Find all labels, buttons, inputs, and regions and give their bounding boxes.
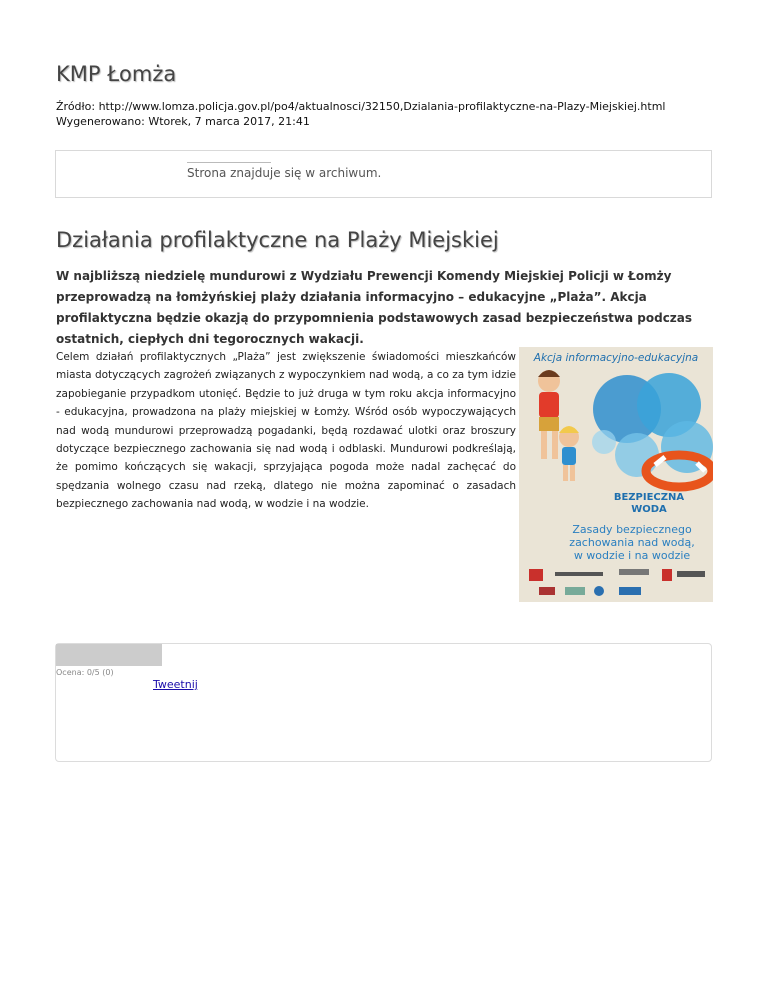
rating-stars[interactable] — [56, 644, 162, 666]
sponsor-logo — [619, 569, 649, 575]
generated-date: Wygenerowano: Wtorek, 7 marca 2017, 21:41 — [56, 115, 310, 128]
rating-text: Ocena: 0/5 (0) — [56, 668, 114, 677]
water-bubble — [592, 430, 616, 454]
tweet-link[interactable]: Tweetnij — [153, 678, 198, 691]
poster-badge-line1: BEZPIECZNA — [613, 492, 685, 503]
water-bubble — [615, 433, 659, 477]
print-meta — [56, 99, 666, 129]
poster-slogan-line2: zachowania nad wodą, — [569, 536, 695, 549]
archive-divider — [187, 162, 271, 163]
archive-notice-box — [55, 150, 712, 198]
poster-badge-line2: WODA — [631, 504, 667, 515]
poster-slogan-line3: w wodzie i na wodzie — [573, 549, 691, 562]
archive-notice: Strona znajduje się w archiwum. — [187, 166, 382, 180]
sponsor-logo — [677, 571, 705, 577]
article-lead: W najbliższą niedzielę mundurowi z Wydziału Prewencji Komendy Miejskiej Policji w Łomży przeprowadzą na łomżyńskiej plaży działania informacyjno – edukacyjne „Plaża”. Akcja profilaktyczna będzie okazją do przypomnienia podstawowych zasad bezpieczeństwa podczas ostatnich, ciepłych dni tegorocznych wakacji. — [56, 269, 693, 346]
sponsor-logo — [555, 572, 603, 576]
sponsor-logo — [539, 587, 555, 595]
sponsor-logo — [565, 587, 585, 595]
poster-header: Akcja informacyjno-edukacyjna — [533, 352, 699, 364]
site-title: KMP Łomża — [56, 62, 177, 86]
sponsor-logo — [662, 569, 672, 581]
source-url: Źródło: http://www.lomza.policja.gov.pl/po4/aktualnosci/32150,Dzialania-profilaktyczne-na-Plazy-Miejskiej.html — [56, 100, 666, 113]
article-image-poster[interactable] — [519, 347, 713, 602]
sponsor-logo — [619, 587, 641, 595]
article-body: Celem działań profilaktycznych „Plaża” jest zwiększenie świadomości mieszkańców miasta dotyczących zagrożeń związanych z wypoczynkiem nad wodą, a co za tym idzie zapobieganie przypadkom utonięć. Będzie to już druga w tym roku akcja informacyjno - edukacyjna, prowadzona na plaży miejskiej w Łomży. Wśród osób wypoczywających nad wodą mundurowi przeprowadzą pogadanki, będą rozdawać ulotki oraz broszury dotyczące bezpiecznego zachowania się nad wodą i odblaski. Mundurowi podkreślają, że pomimo kończących się wakacji, sprzyjająca pogoda może nadal zachęcać do spędzania wolnego czasu nad rzeką, dlatego nie można zapominać o zasadach bezpiecznego zachowania nad wodą, w wodzie i na wodzie. — [56, 351, 516, 511]
lifeguard-shirt — [539, 392, 559, 418]
article-title: Działania profilaktyczne na Plaży Miejskiej — [56, 228, 499, 252]
rating-box — [55, 643, 712, 762]
poster-slogan-line1: Zasady bezpiecznego — [572, 523, 692, 536]
sponsor-logo — [529, 569, 543, 581]
sponsor-logo — [594, 586, 604, 596]
